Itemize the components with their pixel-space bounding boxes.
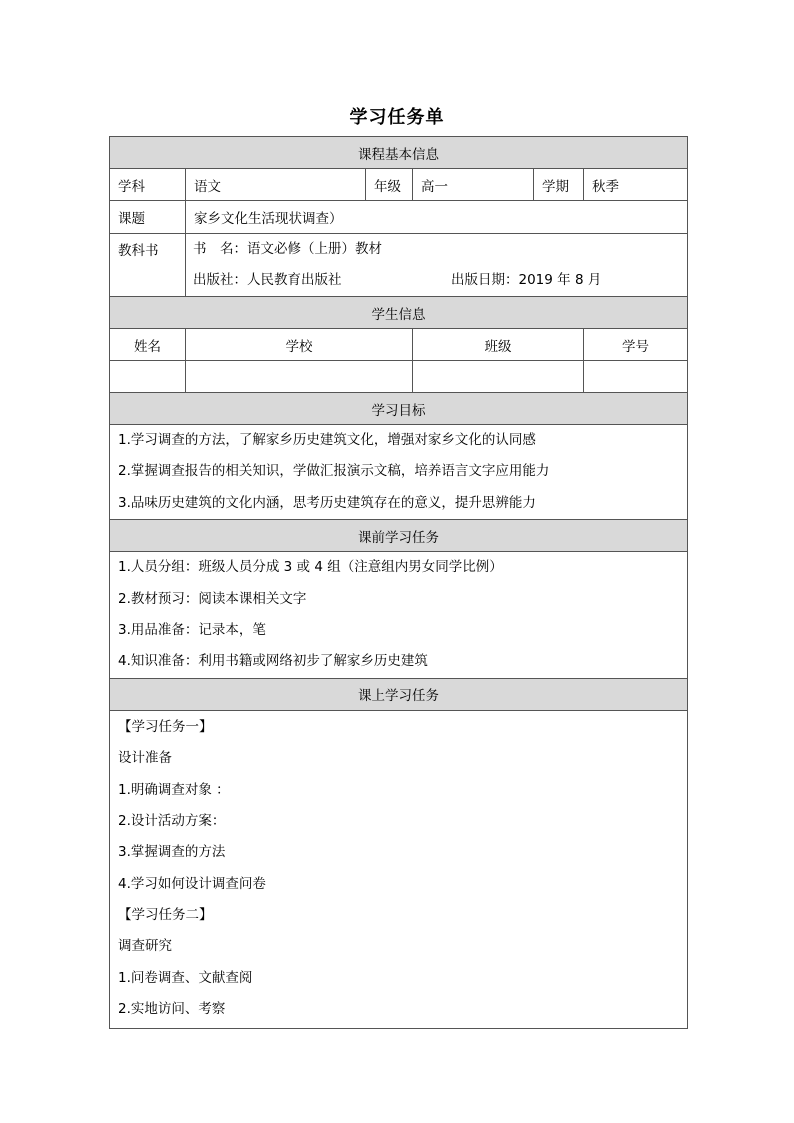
textbook-label: 教科书 (110, 234, 186, 297)
pre-task-item: 2.教材预习：阅读本课相关文字 (118, 590, 307, 607)
in-class-item: 2.设计活动方案： (118, 812, 226, 829)
publisher-line (193, 265, 680, 296)
publisher: 出版社：人民教育出版社 (193, 272, 342, 288)
student-class-header: 班级 (413, 329, 584, 361)
pre-task-item: 4.知识准备：利用书籍或网络初步了解家乡历史建筑 (118, 653, 428, 670)
in-class-item: 2.实地访问、考察 (118, 1001, 226, 1018)
in-class-item: 3.掌握调查的方法 (118, 844, 226, 861)
grade-value: 高一 (413, 169, 534, 201)
goal-item: 2.掌握调查报告的相关知识，学做汇报演示文稿，培养语言文字应用能力 (118, 463, 550, 480)
task-sheet-table (109, 136, 688, 1029)
publish-date: 出版日期：2019 年 8 月 (451, 272, 602, 288)
goal-item: 1.学习调查的方法，了解家乡历史建筑文化，增强对家乡文化的认同感 (118, 432, 536, 448)
goal-item: 3.品味历史建筑的文化内涵，思考历史建筑存在的意义，提升思辨能力 (118, 494, 536, 511)
textbook-info (186, 234, 688, 297)
in-class-item: 调查研究 (118, 938, 172, 955)
page-title: 学习任务单 (349, 107, 445, 128)
section-basic-info: 课程基本信息 (110, 137, 688, 169)
in-class-item: 4.学习如何设计调查问卷 (118, 875, 266, 892)
student-id-field[interactable] (584, 361, 688, 393)
in-class-item: 【学习任务一】 (118, 718, 213, 735)
in-class-item: 【学习任务二】 (118, 907, 213, 924)
student-school-field[interactable] (186, 361, 413, 393)
pre-task-item: 3.用品准备：记录本，笔 (118, 621, 266, 638)
pre-tasks-list (110, 552, 688, 679)
topic-label: 课题 (110, 201, 186, 234)
term-value: 秋季 (584, 169, 688, 201)
student-id-header: 学号 (584, 329, 688, 361)
book-name: 书 名：语文必修（上册）教材 (193, 241, 382, 257)
student-class-field[interactable] (413, 361, 584, 393)
subject-value: 语文 (186, 169, 366, 201)
student-name-field[interactable] (110, 361, 186, 393)
section-pre-tasks: 课前学习任务 (110, 520, 688, 552)
in-class-tasks-list (110, 710, 688, 1028)
student-school-header: 学校 (186, 329, 413, 361)
topic-value: 家乡文化生活现状调查） (186, 201, 688, 234)
pre-task-item: 1.人员分组：班级人员分成 3 或 4 组（注意组内男女同学比例） (118, 559, 503, 576)
section-goals: 学习目标 (110, 393, 688, 425)
section-in-class-tasks: 课上学习任务 (110, 678, 688, 710)
in-class-item: 1.问卷调查、文献查阅 (118, 969, 253, 986)
goals-list (110, 425, 688, 520)
subject-label: 学科 (110, 169, 186, 201)
in-class-item: 1.明确调查对象 ： (118, 781, 230, 798)
grade-label: 年级 (366, 169, 413, 201)
term-label: 学期 (534, 169, 584, 201)
section-student-info: 学生信息 (110, 297, 688, 329)
student-name-header: 姓名 (110, 329, 186, 361)
in-class-item: 设计准备 (118, 750, 172, 767)
